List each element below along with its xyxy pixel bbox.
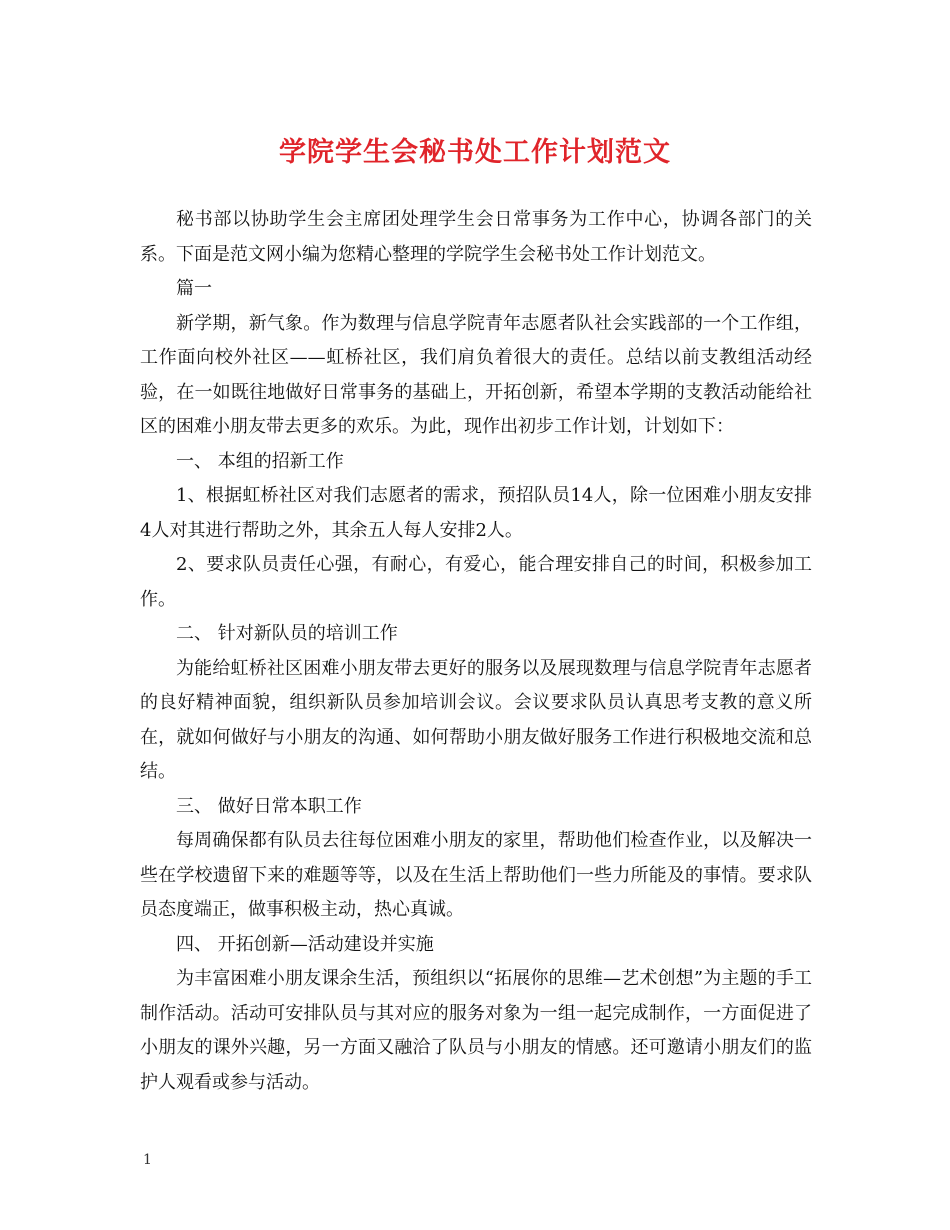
body-paragraph: 为能给虹桥社区困难小朋友带去更好的服务以及展现数理与信息学院青年志愿者的良好精神面貌，组织新队员参加培训会议。会议要求队员认真思考支教的意义所在，就如何做好与小朋友的沟通、如何帮助小朋友做好服务工作进行积极地交流和总结。: [140, 657, 812, 782]
list-item: 1、根据虹桥社区对我们志愿者的需求，预招队员14人，除一位困难小朋友安排4人对其进行帮助之外，其余五人每人安排2人。: [140, 485, 812, 541]
heading-daily-work: 三、 做好日常本职工作: [176, 795, 362, 817]
heading-training: 二、 针对新队员的培训工作: [176, 623, 398, 644]
page-number: 1: [143, 1152, 152, 1168]
body-paragraph: 为丰富困难小朋友课余生活，预组织以“拓展你的思维—艺术创想”为主题的手工制作活动。活动可安排队员与其对应的服务对象为一组一起完成制作，一方面促进了小朋友的课外兴趣，另一方面又融洽了队员与小朋友的情感。还可邀请小朋友们的监护人观看或参与活动。: [140, 968, 812, 1093]
heading-innovation: 四、 开拓创新—活动建设并实施: [176, 933, 434, 955]
list-item: 2、要求队员责任心强，有耐心，有爱心，能合理安排自己的时间，积极参加工作。: [140, 554, 812, 610]
section-label: 篇一: [176, 278, 212, 299]
document-body: [140, 203, 812, 1100]
intro-paragraph: 秘书部以协助学生会主席团处理学生会日常事务为工作中心，协调各部门的关系。下面是范文网小编为您精心整理的学院学生会秘书处工作计划范文。: [140, 209, 812, 265]
document-title: 学院学生会秘书处工作计划范文: [279, 137, 671, 168]
body-paragraph: 新学期，新气象。作为数理与信息学院青年志愿者队社会实践部的一个工作组，工作面向校外社区——虹桥社区，我们肩负着很大的责任。总结以前支教组活动经验，在一如既往地做好日常事务的基础上，开拓创新，希望本学期的支教活动能给社区的困难小朋友带去更多的欢乐。为此，现作出初步工作计划，计划如下：: [140, 312, 812, 437]
heading-recruitment: 一、 本组的招新工作: [176, 450, 344, 472]
body-paragraph: 每周确保都有队员去往每位困难小朋友的家里，帮助他们检查作业，以及解决一些在学校遗留下来的难题等等，以及在生活上帮助他们一些力所能及的事情。要求队员态度端正，做事积极主动，热心真诚。: [140, 830, 812, 920]
